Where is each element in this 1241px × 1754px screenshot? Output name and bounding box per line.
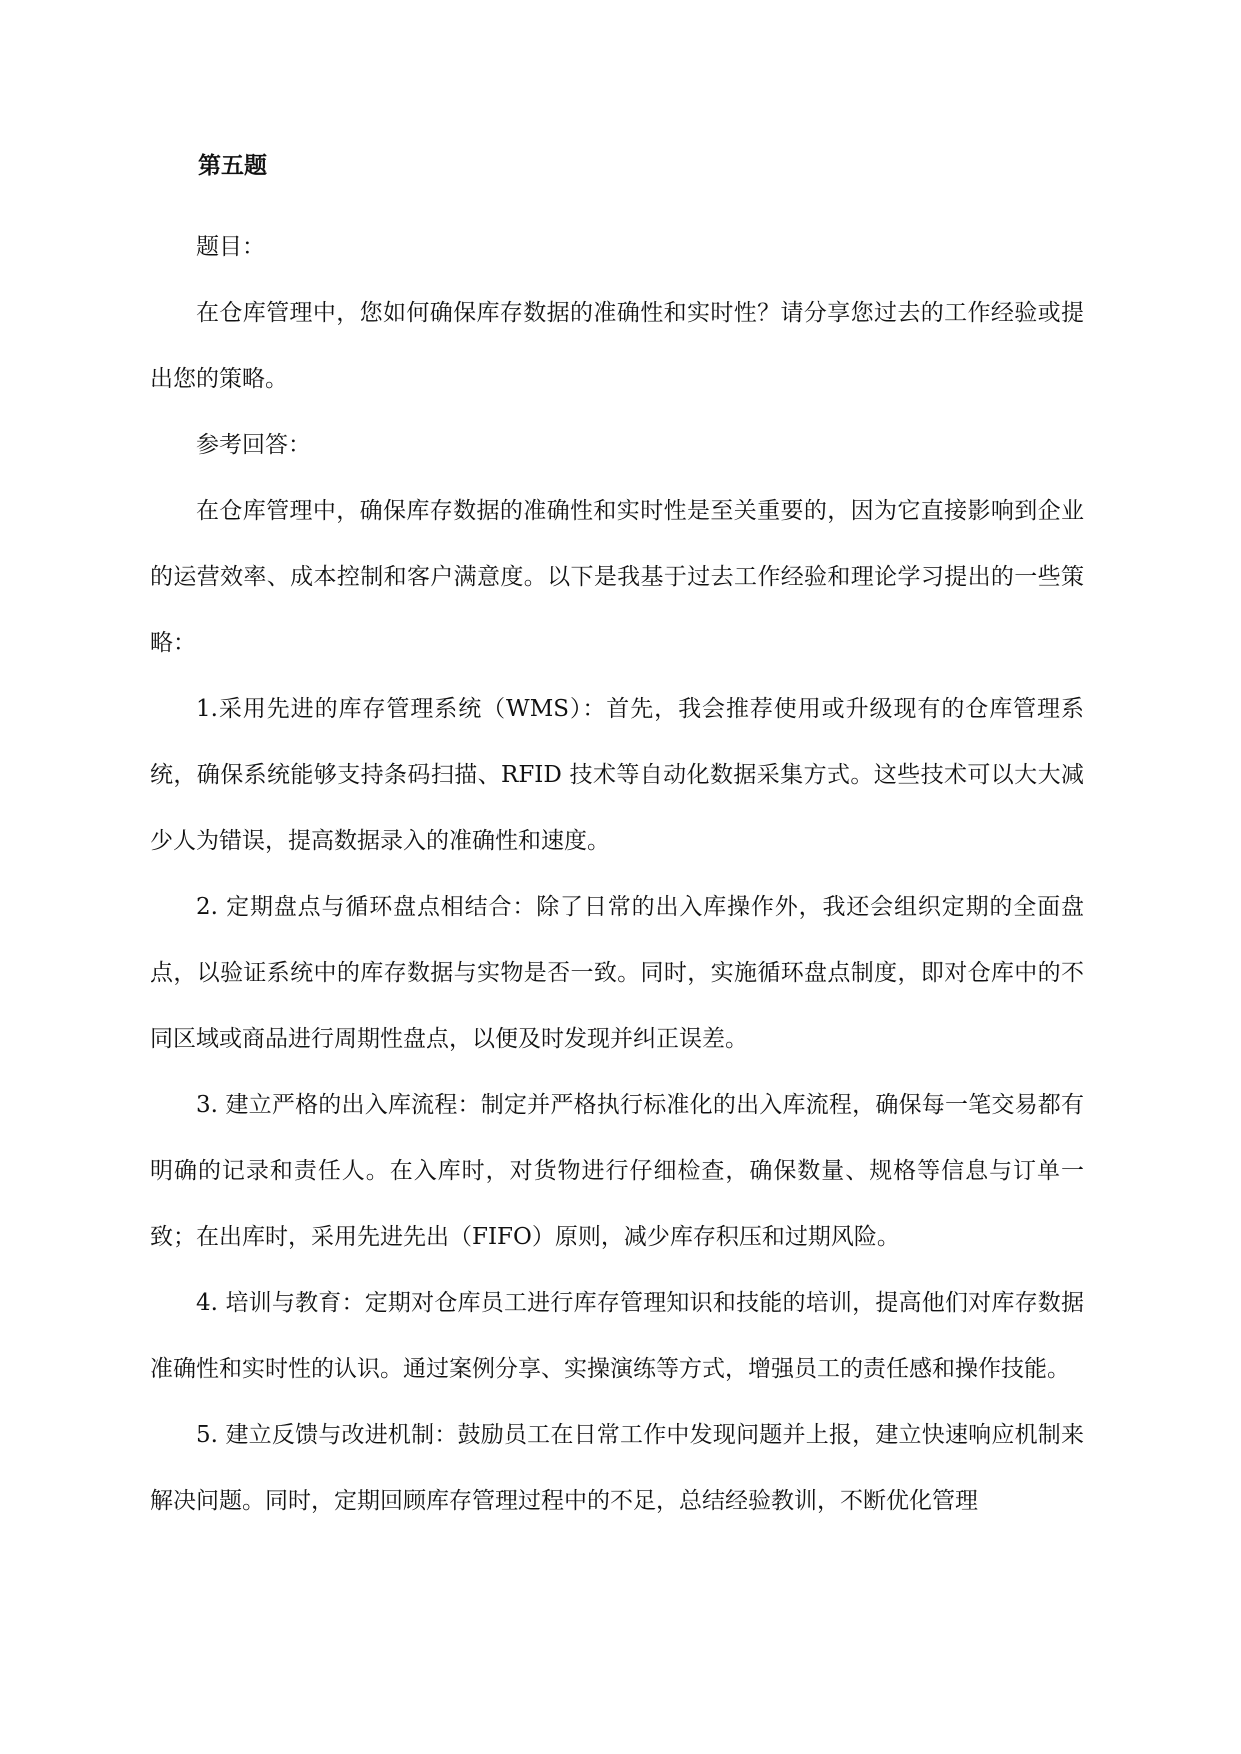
strategy-point-3: 3. 建立严格的出入库流程：制定并严格执行标准化的出入库流程，确保每一笔交易都有明确的记录和责任人。在入库时，对货物进行仔细检查，确保数量、规格等信息与订单一致；在出库时，采用先进先出（FIFO）原则，减少库存积压和过期风险。 bbox=[150, 1092, 1084, 1250]
answer-intro: 在仓库管理中，确保库存数据的准确性和实时性是至关重要的，因为它直接影响到企业的运营效率、成本控制和客户满意度。以下是我基于过去工作经验和理论学习提出的一些策略： bbox=[150, 498, 1084, 656]
strategy-point-2: 2. 定期盘点与循环盘点相结合：除了日常的出入库操作外，我还会组织定期的全面盘点，以验证系统中的库存数据与实物是否一致。同时，实施循环盘点制度，即对仓库中的不同区域或商品进行周期性盘点，以便及时发现并纠正误差。 bbox=[150, 894, 1084, 1052]
question-label: 题目： bbox=[196, 234, 265, 260]
strategy-point-1: 1.采用先进的库存管理系统（WMS）：首先，我会推荐使用或升级现有的仓库管理系统，确保系统能够支持条码扫描、RFID 技术等自动化数据采集方式。这些技术可以大大减少人为错误，提高数据录入的准确性和速度。 bbox=[150, 696, 1084, 854]
question-heading: 第五题 bbox=[198, 153, 267, 179]
answer-label: 参考回答： bbox=[196, 432, 311, 458]
strategy-point-5: 5. 建立反馈与改进机制：鼓励员工在日常工作中发现问题并上报，建立快速响应机制来解决问题。同时，定期回顾库存管理过程中的不足，总结经验教训，不断优化管理 bbox=[150, 1422, 1084, 1514]
heading-spacer bbox=[150, 184, 1084, 214]
question-text: 在仓库管理中，您如何确保库存数据的准确性和实时性？请分享您过去的工作经验或提出您的策略。 bbox=[150, 300, 1084, 392]
strategy-point-4: 4. 培训与教育：定期对仓库员工进行库存管理知识和技能的培训，提高他们对库存数据准确性和实时性的认识。通过案例分享、实操演练等方式，增强员工的责任感和操作技能。 bbox=[150, 1290, 1084, 1382]
document-body bbox=[150, 148, 1084, 1534]
